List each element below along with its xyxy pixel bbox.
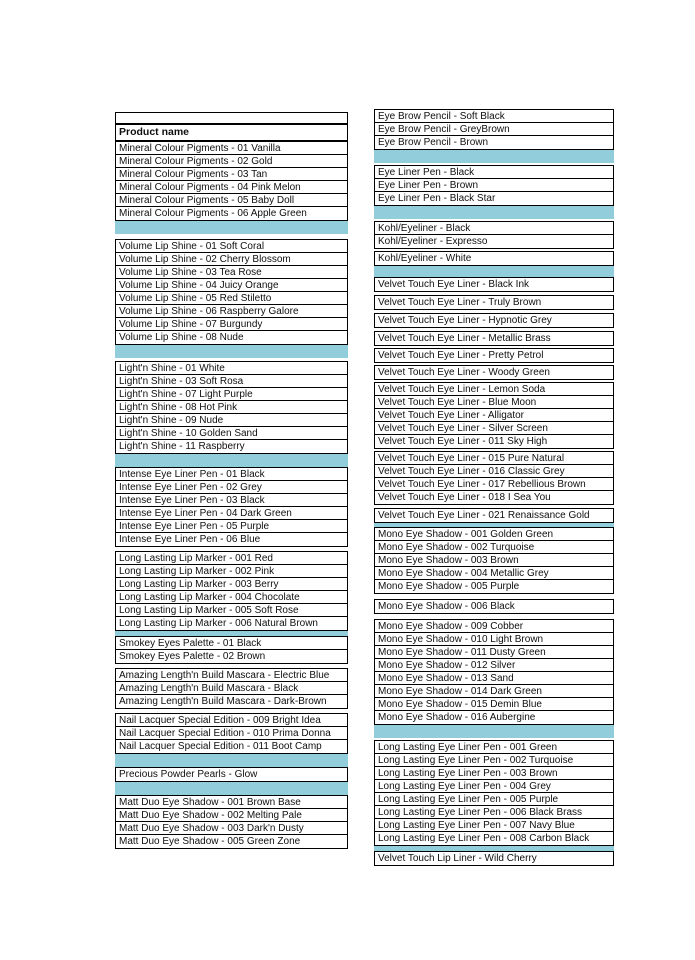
table-fragment	[374, 295, 614, 310]
product-row: Mono Eye Shadow - 013 Sand	[375, 672, 613, 685]
table-fragment	[374, 165, 614, 206]
product-row: Mineral Colour Pigments - 02 Gold	[116, 155, 347, 168]
table-fragment	[115, 141, 348, 221]
table-fragment	[115, 636, 348, 664]
product-row: Long Lasting Eye Liner Pen - 006 Black Brass	[375, 806, 613, 819]
product-row: Mono Eye Shadow - 010 Light Brown	[375, 633, 613, 646]
product-row: Volume Lip Shine - 05 Red Stiletto	[116, 292, 347, 305]
product-row: Intense Eye Liner Pen - 05 Purple	[116, 520, 347, 533]
product-row: Volume Lip Shine - 06 Raspberry Galore	[116, 305, 347, 318]
product-row: Volume Lip Shine - 04 Juicy Orange	[116, 279, 347, 292]
blue-separator-row	[374, 266, 614, 277]
product-row: Light'n Shine - 01 White	[116, 362, 347, 375]
table-fragment	[115, 467, 348, 547]
table-fragment	[374, 313, 614, 328]
product-row: Long Lasting Eye Liner Pen - 002 Turquoise	[375, 754, 613, 767]
product-row: Intense Eye Liner Pen - 06 Blue	[119, 534, 261, 545]
table-fragment	[115, 713, 348, 754]
product-row: Mono Eye Shadow - 016 Aubergine	[378, 712, 536, 723]
table-fragment	[115, 551, 348, 631]
product-row: Light'n Shine - 08 Hot Pink	[116, 401, 347, 414]
product-row: Velvet Touch Eye Liner - 011 Sky High	[378, 436, 548, 447]
product-row: Mono Eye Shadow - 012 Silver	[375, 659, 613, 672]
product-row: Amazing Length'n Build Mascara - Dark-Brown	[119, 696, 327, 707]
product-row: Long Lasting Lip Marker - 003 Berry	[116, 578, 347, 591]
product-row: Amazing Length'n Build Mascara - Electric Blue	[116, 669, 347, 682]
product-row: Velvet Touch Eye Liner - Truly Brown	[378, 297, 542, 308]
blue-separator-row	[115, 754, 348, 767]
product-row: Mono Eye Shadow - 006 Black	[378, 601, 515, 612]
table-fragment	[374, 508, 614, 523]
table-fragment	[374, 251, 614, 266]
product-row: Velvet Touch Eye Liner - 017 Rebellious Brown	[375, 478, 613, 491]
product-row: Velvet Touch Lip Liner - Wild Cherry	[378, 853, 537, 864]
product-row: Smokey Eyes Palette - 01 Black	[116, 637, 347, 650]
product-row: Nail Lacquer Special Edition - 011 Boot Camp	[119, 741, 322, 752]
product-row: Matt Duo Eye Shadow - 005 Green Zone	[119, 836, 301, 847]
table-fragment	[374, 527, 614, 594]
product-row: Kohl/Eyeliner - Black	[375, 222, 613, 235]
product-row: Velvet Touch Eye Liner - Hypnotic Grey	[378, 315, 552, 326]
table-fragment	[374, 109, 614, 150]
table-fragment	[374, 599, 614, 614]
product-row: Kohl/Eyeliner - Expresso	[378, 236, 488, 247]
product-row: Long Lasting Lip Marker - 001 Red	[116, 552, 347, 565]
product-row: Mono Eye Shadow - 003 Brown	[375, 554, 613, 567]
table-fragment	[115, 239, 348, 345]
product-row: Long Lasting Eye Liner Pen - 001 Green	[375, 741, 613, 754]
product-row: Velvet Touch Eye Liner - 018 I Sea You	[378, 492, 551, 503]
product-row: Long Lasting Eye Liner Pen - 004 Grey	[375, 780, 613, 793]
table-fragment	[115, 112, 348, 124]
product-row: Velvet Touch Eye Liner - 021 Renaissance Gold	[378, 510, 590, 521]
table-fragment	[374, 740, 614, 846]
product-row: Precious Powder Pearls - Glow	[119, 769, 258, 780]
product-row: Eye Liner Pen - Black Star	[378, 193, 496, 204]
table-fragment	[374, 221, 614, 249]
product-row: Mono Eye Shadow - 009 Cobber	[375, 620, 613, 633]
product-row: Eye Brow Pencil - GreyBrown	[375, 123, 613, 136]
blank-row	[116, 113, 347, 123]
product-row: Mono Eye Shadow - 015 Demin Blue	[375, 698, 613, 711]
product-row: Intense Eye Liner Pen - 03 Black	[116, 494, 347, 507]
product-row: Volume Lip Shine - 02 Cherry Blossom	[116, 253, 347, 266]
blue-separator-row	[374, 206, 614, 219]
table-fragment	[374, 619, 614, 725]
product-row: Mineral Colour Pigments - 04 Pink Melon	[116, 181, 347, 194]
product-row: Volume Lip Shine - 08 Nude	[119, 332, 244, 343]
table-fragment	[374, 331, 614, 346]
product-row: Eye Liner Pen - Brown	[375, 179, 613, 192]
product-row: Eye Brow Pencil - Soft Black	[375, 110, 613, 123]
product-row: Eye Brow Pencil - Brown	[378, 137, 489, 148]
product-row: Volume Lip Shine - 07 Burgundy	[116, 318, 347, 331]
product-row: Mono Eye Shadow - 011 Dusty Green	[375, 646, 613, 659]
product-row: Long Lasting Lip Marker - 005 Soft Rose	[116, 604, 347, 617]
product-row: Intense Eye Liner Pen - 04 Dark Green	[116, 507, 347, 520]
blue-separator-row	[374, 725, 614, 738]
product-row: Amazing Length'n Build Mascara - Black	[116, 682, 347, 695]
product-row: Volume Lip Shine - 01 Soft Coral	[116, 240, 347, 253]
product-row: Mono Eye Shadow - 001 Golden Green	[375, 528, 613, 541]
product-row: Mineral Colour Pigments - 05 Baby Doll	[116, 194, 347, 207]
product-row: Velvet Touch Eye Liner - Woody Green	[378, 367, 550, 378]
product-table-left	[115, 112, 348, 849]
product-row: Velvet Touch Eye Liner - Metallic Brass	[378, 333, 551, 344]
product-row: Smokey Eyes Palette - 02 Brown	[119, 651, 266, 662]
blue-separator-row	[115, 345, 348, 358]
table-fragment	[115, 795, 348, 849]
product-row: Matt Duo Eye Shadow - 002 Melting Pale	[116, 809, 347, 822]
product-table-right	[374, 109, 614, 866]
blue-separator-row	[115, 454, 348, 467]
table-fragment	[115, 124, 348, 141]
product-row: Light'n Shine - 10 Golden Sand	[116, 427, 347, 440]
product-row: Light'n Shine - 09 Nude	[116, 414, 347, 427]
product-row: Velvet Touch Eye Liner - 015 Pure Natural	[375, 452, 613, 465]
table-fragment	[374, 382, 614, 449]
product-row: Nail Lacquer Special Edition - 009 Bright Idea	[116, 714, 347, 727]
table-fragment	[374, 365, 614, 380]
product-row: Long Lasting Eye Liner Pen - 003 Brown	[375, 767, 613, 780]
product-row: Mono Eye Shadow - 014 Dark Green	[375, 685, 613, 698]
product-row: Mono Eye Shadow - 002 Turquoise	[375, 541, 613, 554]
product-row: Mono Eye Shadow - 004 Metallic Grey	[375, 567, 613, 580]
column-header: Product name	[119, 126, 190, 138]
product-row: Mineral Colour Pigments - 06 Apple Green	[119, 208, 307, 219]
product-row: Mineral Colour Pigments - 03 Tan	[116, 168, 347, 181]
product-row: Intense Eye Liner Pen - 02 Grey	[116, 481, 347, 494]
product-row: Long Lasting Eye Liner Pen - 008 Carbon Black	[378, 833, 590, 844]
product-row: Nail Lacquer Special Edition - 010 Prima Donna	[116, 727, 347, 740]
product-row: Long Lasting Lip Marker - 002 Pink	[116, 565, 347, 578]
product-row: Velvet Touch Eye Liner - Blue Moon	[375, 396, 613, 409]
table-fragment	[115, 361, 348, 454]
product-row: Kohl/Eyeliner - White	[378, 253, 472, 264]
table-fragment	[374, 451, 614, 505]
product-row: Long Lasting Eye Liner Pen - 007 Navy Blue	[375, 819, 613, 832]
blue-separator-row	[115, 782, 348, 795]
blue-separator-row	[115, 221, 348, 234]
product-row: Long Lasting Lip Marker - 004 Chocolate	[116, 591, 347, 604]
product-row: Volume Lip Shine - 03 Tea Rose	[116, 266, 347, 279]
product-row: Long Lasting Eye Liner Pen - 005 Purple	[375, 793, 613, 806]
product-row: Light'n Shine - 07 Light Purple	[116, 388, 347, 401]
table-fragment	[115, 767, 348, 782]
product-row: Matt Duo Eye Shadow - 001 Brown Base	[116, 796, 347, 809]
blue-separator-row	[374, 150, 614, 163]
product-row: Long Lasting Lip Marker - 006 Natural Brown	[119, 618, 318, 629]
product-row: Velvet Touch Eye Liner - Silver Screen	[375, 422, 613, 435]
table-fragment	[374, 277, 614, 292]
product-row: Light'n Shine - 03 Soft Rosa	[116, 375, 347, 388]
product-row: Intense Eye Liner Pen - 01 Black	[116, 468, 347, 481]
product-row: Velvet Touch Eye Liner - Lemon Soda	[375, 383, 613, 396]
table-fragment	[374, 851, 614, 866]
product-row: Velvet Touch Eye Liner - Alligator	[375, 409, 613, 422]
product-row: Matt Duo Eye Shadow - 003 Dark'n Dusty	[116, 822, 347, 835]
product-row: Eye Liner Pen - Black	[375, 166, 613, 179]
product-row: Velvet Touch Eye Liner - Pretty Petrol	[378, 350, 544, 361]
product-row: Light'n Shine - 11 Raspberry	[119, 441, 245, 452]
product-row: Mineral Colour Pigments - 01 Vanilla	[116, 142, 347, 155]
product-row: Mono Eye Shadow - 005 Purple	[378, 581, 520, 592]
table-fragment	[115, 668, 348, 709]
product-row: Velvet Touch Eye Liner - 016 Classic Grey	[375, 465, 613, 478]
product-row: Velvet Touch Eye Liner - Black Ink	[378, 279, 530, 290]
table-fragment	[374, 348, 614, 363]
